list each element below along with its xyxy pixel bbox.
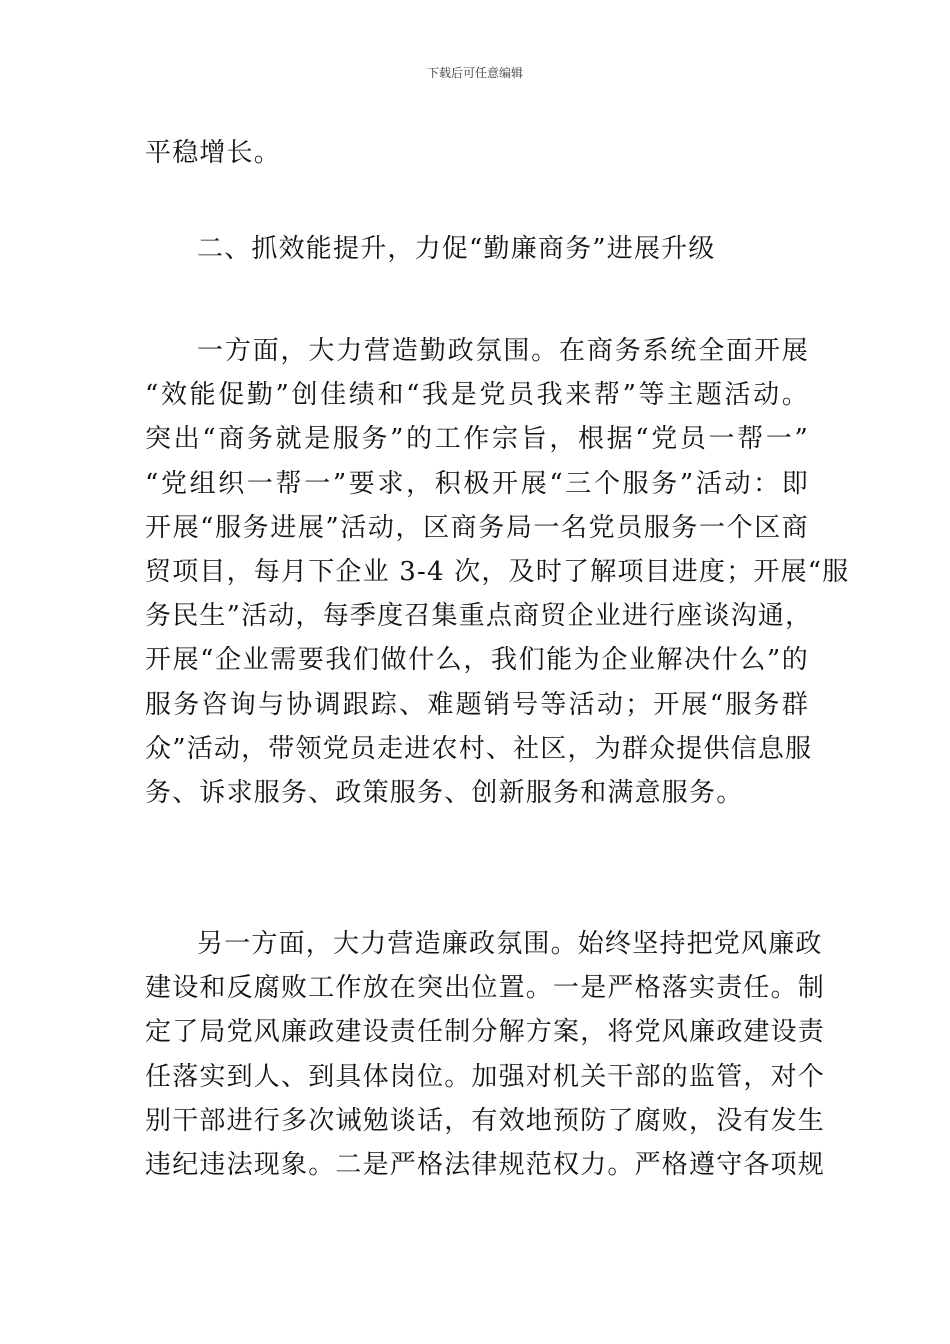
text-line: 贸项目，每月下企业 3-4 次，及时了解项目进度；开展“服 bbox=[145, 557, 850, 588]
text-line: “党组织一帮一”要求，积极开展“三个服务”活动：即 bbox=[145, 468, 809, 499]
text-line: 服务咨询与协调跟踪、难题销号等活动；开展“服务群 bbox=[145, 689, 809, 720]
section-heading bbox=[145, 227, 809, 271]
heading-line: 二、抓效能提升，力促“勤廉商务”进展升级 bbox=[197, 234, 716, 264]
text-line: “效能促勤”创佳绩和“我是党员我来帮”等主题活动。 bbox=[145, 380, 809, 411]
paragraph-continuation bbox=[145, 131, 809, 175]
text-line: 定了局党风廉政建设责任制分解方案，将党风廉政建设责 bbox=[145, 1017, 826, 1048]
text-line: 突出“商务就是服务”的工作宗旨，根据“党员一帮一” bbox=[145, 424, 809, 455]
paragraph-diligence bbox=[145, 329, 850, 815]
paragraph-integrity bbox=[145, 922, 826, 1187]
text-line: 务、诉求服务、政策服务、创新服务和满意服务。 bbox=[145, 778, 744, 809]
text-line: 开展“服务进展”活动，区商务局一名党员服务一个区商 bbox=[145, 512, 809, 543]
text-line: 务民生”活动，每季度召集重点商贸企业进行座谈沟通， bbox=[145, 601, 813, 632]
text-line: 任落实到人、到具体岗位。加强对机关干部的监管，对个 bbox=[145, 1061, 826, 1092]
text-line: 开展“企业需要我们做什么，我们能为企业解决什么”的 bbox=[145, 645, 809, 676]
text-line: 违纪违法现象。二是严格法律规范权力。严格遵守各项规 bbox=[145, 1150, 826, 1181]
text-line: 众”活动，带领党员走进农村、社区，为群众提供信息服 bbox=[145, 733, 813, 764]
text-line: 别干部进行多次诫勉谈话，有效地预防了腐败，没有发生 bbox=[145, 1105, 826, 1136]
text-line: 平稳增长。 bbox=[145, 138, 282, 168]
header-note: 下载后可任意编辑 bbox=[426, 66, 523, 80]
text-line: 另一方面，大力营造廉政氛围。始终坚持把党风廉政 bbox=[197, 929, 823, 959]
text-line: 建设和反腐败工作放在突出位置。一是严格落实责任。制 bbox=[145, 973, 826, 1004]
text-line: 一方面，大力营造勤政氛围。在商务系统全面开展 bbox=[197, 336, 809, 366]
